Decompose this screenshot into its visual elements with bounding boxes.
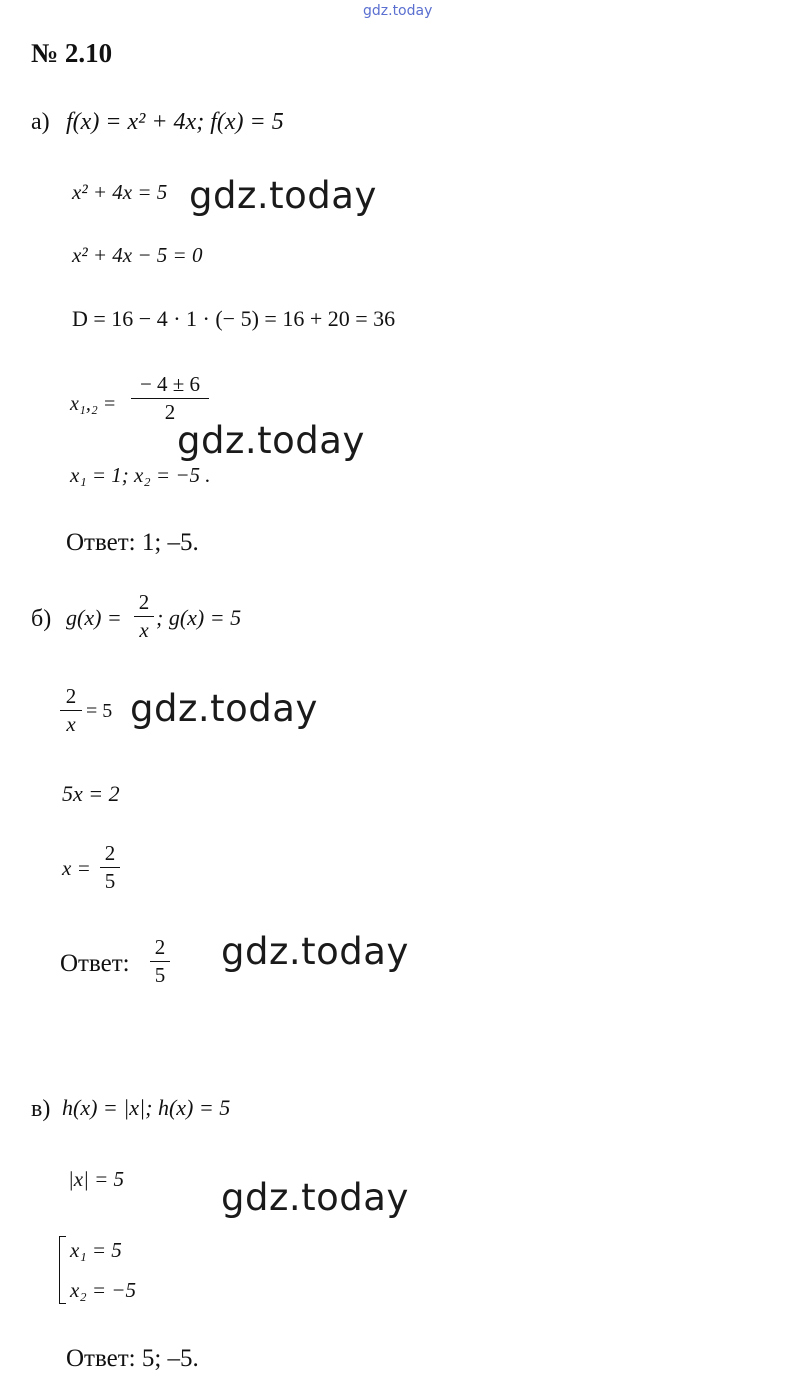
part-a-statement: f(x) = x² + 4x; f(x) = 5 [66, 109, 284, 135]
part-a-roots-numerator: − 4 ± 6 [139, 372, 201, 396]
part-b-statement-fraction [134, 592, 154, 641]
fraction-bar [60, 710, 82, 711]
part-b-answer-label: Ответ: [60, 950, 130, 977]
part-b-answer-numerator: 2 [154, 935, 166, 959]
part-b-eq1-denominator: x [66, 712, 76, 736]
watermark-5: gdz.today [221, 1176, 409, 1219]
watermark-1: gdz.today [189, 174, 377, 217]
watermark-top: gdz.today [363, 3, 433, 19]
part-c-root1: x₁ = 5 [70, 1238, 122, 1262]
part-b-line3-fraction [100, 843, 120, 892]
part-a-roots-fraction [131, 374, 209, 423]
part-b-statement-rhs: ; g(x) = 5 [156, 605, 242, 630]
part-a-roots-lhs: x₁,₂ = [70, 393, 117, 415]
part-b-eq1-rhs: = 5 [86, 700, 113, 722]
part-a-answer: Ответ: 1; –5. [66, 529, 199, 556]
part-b-statement-lhs: g(x) = [66, 605, 122, 630]
system-bracket [59, 1236, 66, 1304]
part-b-answer-fraction [150, 937, 170, 986]
watermark-2: gdz.today [177, 419, 365, 462]
part-a-line1: x² + 4x = 5 [72, 180, 168, 204]
part-a-label: а) [31, 109, 50, 135]
part-c-statement: h(x) = |x|; h(x) = 5 [62, 1095, 231, 1120]
part-c-line1: |x| = 5 [68, 1167, 125, 1191]
part-b-eq1-numerator: 2 [65, 684, 77, 708]
problem-title: № 2.10 [31, 38, 113, 68]
part-c-answer: Ответ: 5; –5. [66, 1345, 199, 1372]
part-b-line3-lhs: x = [62, 856, 91, 880]
watermark-4: gdz.today [221, 930, 409, 973]
part-a-line2: x² + 4x − 5 = 0 [72, 243, 203, 267]
fraction-bar [134, 616, 154, 617]
part-c-root2: x₂ = −5 [70, 1278, 136, 1302]
part-a-line3: D = 16 − 4 · 1 · (− 5) = 16 + 20 = 36 [72, 306, 396, 331]
part-b-statement-numerator: 2 [138, 590, 150, 614]
part-b-label: б) [31, 606, 52, 632]
fraction-bar [100, 867, 120, 868]
part-b-eq1-fraction [60, 686, 82, 735]
part-b-line2: 5x = 2 [62, 781, 120, 806]
watermark-3: gdz.today [130, 687, 318, 730]
part-b-statement-denominator: x [139, 618, 149, 642]
part-a-line5: x₁ = 1; x₂ = −5 . [70, 463, 211, 487]
part-b-line3-numerator: 2 [104, 841, 116, 865]
part-c-label: в) [31, 1096, 51, 1122]
fraction-bar [150, 961, 170, 962]
part-b-answer-denominator: 5 [154, 963, 166, 987]
fraction-bar [131, 398, 209, 399]
part-b-line3-denominator: 5 [104, 869, 116, 893]
part-a-roots-denominator: 2 [164, 400, 176, 424]
